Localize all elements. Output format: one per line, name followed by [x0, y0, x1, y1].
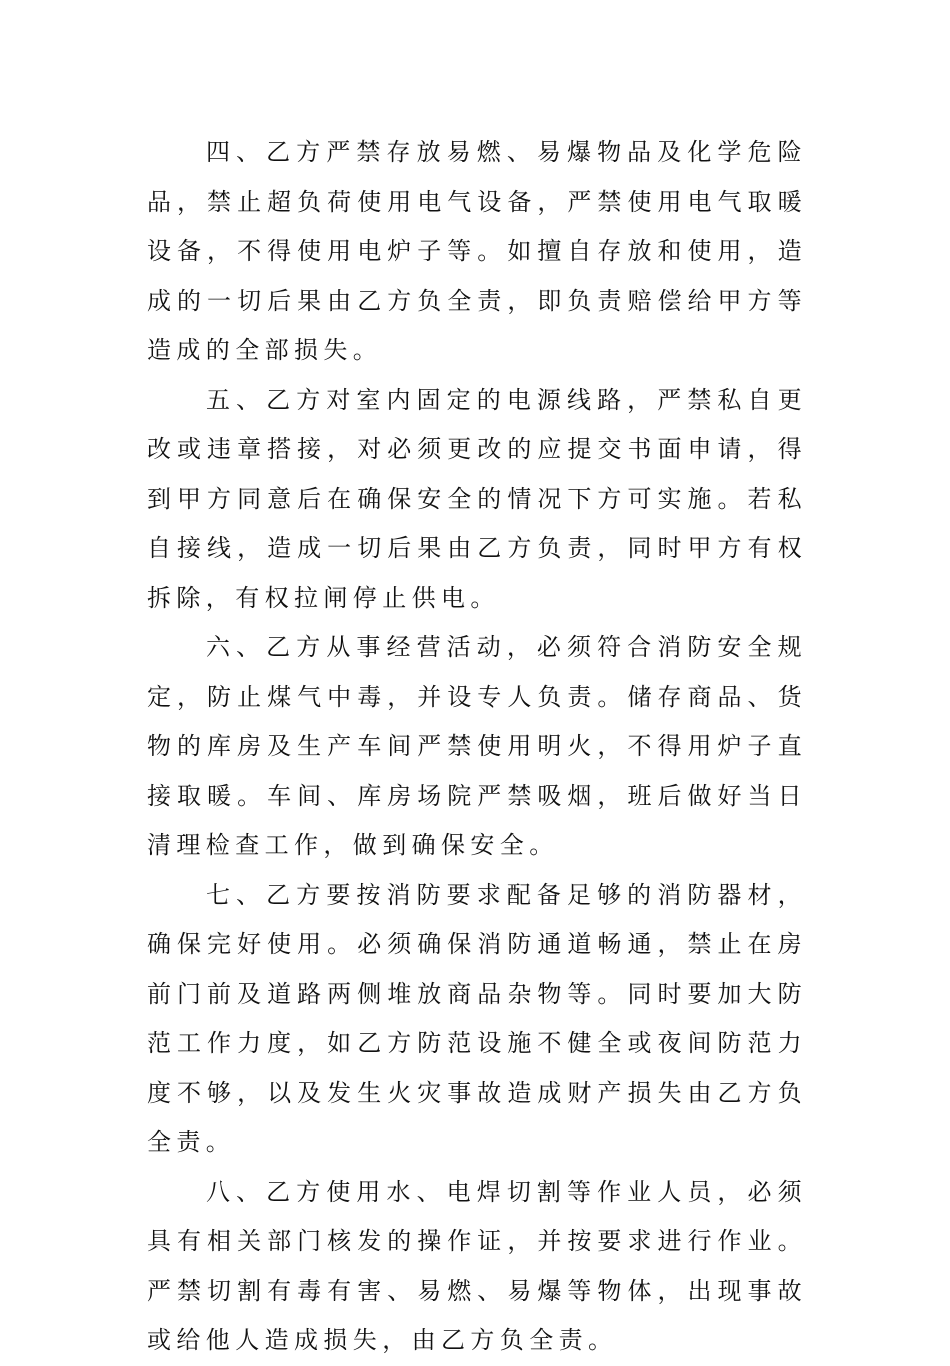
clause-7-paragraph: 七、乙方要按消防要求配备足够的消防器材，确保完好使用。必须确保消防通道畅通，禁止在房前门前及道路两侧堆放商品杂物等。同时要加大防范工作力度，如乙方防范设施不健全或夜间防范力度不够，以及发生火灾事故造成财产损失由乙方负全责。 — [147, 880, 807, 1156]
clause-8-paragraph: 八、乙方使用水、电焊切割等作业人员，必须具有相关部门核发的操作证，并按要求进行作业。严禁切割有毒有害、易燃、易爆等物体，出现事故或给他人造成损失，由乙方负全责。 — [147, 1177, 807, 1354]
clause-5-paragraph: 五、乙方对室内固定的电源线路，严禁私自更改或违章搭接，对必须更改的应提交书面申请，得到甲方同意后在确保安全的情况下方可实施。若私自接线，造成一切后果由乙方负责，同时甲方有权拆除，有权拉闸停止供电。 — [147, 385, 807, 612]
clause-6-paragraph: 六、乙方从事经营活动，必须符合消防安全规定，防止煤气中毒，并设专人负责。储存商品、货物的库房及生产车间严禁使用明火，不得用炉子直接取暖。车间、库房场院严禁吸烟，班后做好当日清理检查工作，做到确保安全。 — [147, 633, 807, 859]
clause-4-paragraph: 四、乙方严禁存放易燃、易爆物品及化学危险品，禁止超负荷使用电气设备，严禁使用电气取暖设备，不得使用电炉子等。如擅自存放和使用，造成的一切后果由乙方负全责，即负责赔偿给甲方等造成的全部损失。 — [147, 138, 807, 364]
document-body — [147, 128, 807, 1366]
